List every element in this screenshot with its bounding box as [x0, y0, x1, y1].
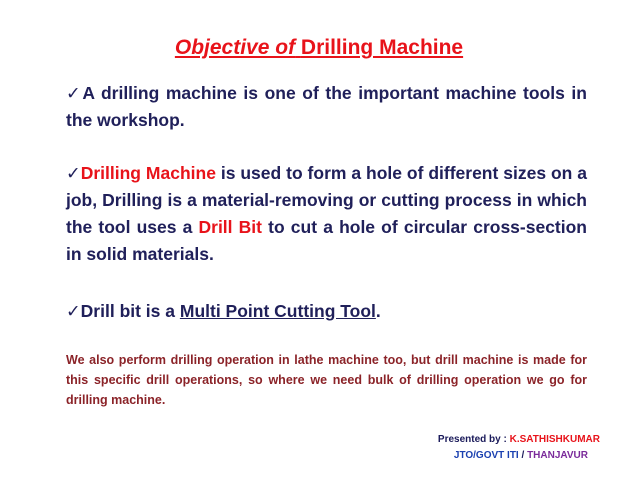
title-main-part: Drilling Machine [300, 36, 464, 59]
bullet-tool-prefix: Drill bit is a [80, 301, 180, 321]
presenter-separator: / [518, 450, 528, 461]
presenter-line-1 [380, 432, 600, 448]
presenter-line-2 [380, 448, 600, 464]
checkmark-icon: ✓ [66, 301, 81, 321]
bullet-purpose [66, 160, 587, 268]
presenter-name: K.SATHISHKUMAR [509, 434, 600, 445]
presenter-institution: JTO/GOVT ITI [453, 450, 519, 461]
presenter-city: THANJAVUR [527, 450, 588, 461]
link-multi-point-cutting-tool[interactable]: Multi Point Cutting Tool [179, 301, 376, 321]
term-drilling-machine: Drilling Machine [80, 163, 216, 183]
bullet-definition-text: A drilling machine is one of the important machine tools in the workshop. [66, 83, 587, 130]
bullet-purpose-text-1: is used to form a hole of different sizes on a job, Drilling is a material-removing or cutting process in which the tool uses a [66, 163, 587, 237]
presenter-label: Presented by : [437, 434, 510, 445]
bullet-definition [66, 80, 587, 134]
bullet-purpose-text-2: to cut a hole of circular cross-section in solid materials. [66, 217, 587, 264]
checkmark-icon: ✓ [66, 163, 81, 183]
checkmark-icon: ✓ [66, 83, 83, 103]
bullet-tool-type [66, 298, 587, 325]
bullet-tool-suffix: . [375, 301, 381, 321]
presenter-credit [380, 432, 600, 464]
term-drill-bit: Drill Bit [198, 217, 263, 237]
slide-title [0, 36, 638, 60]
lathe-note: We also perform drilling operation in lathe machine too, but drill machine is made for this specific drill operations, so where we need bulk of drilling operation we go for drilling machine. [66, 353, 587, 407]
title-italic-part: Objective of [174, 36, 296, 59]
